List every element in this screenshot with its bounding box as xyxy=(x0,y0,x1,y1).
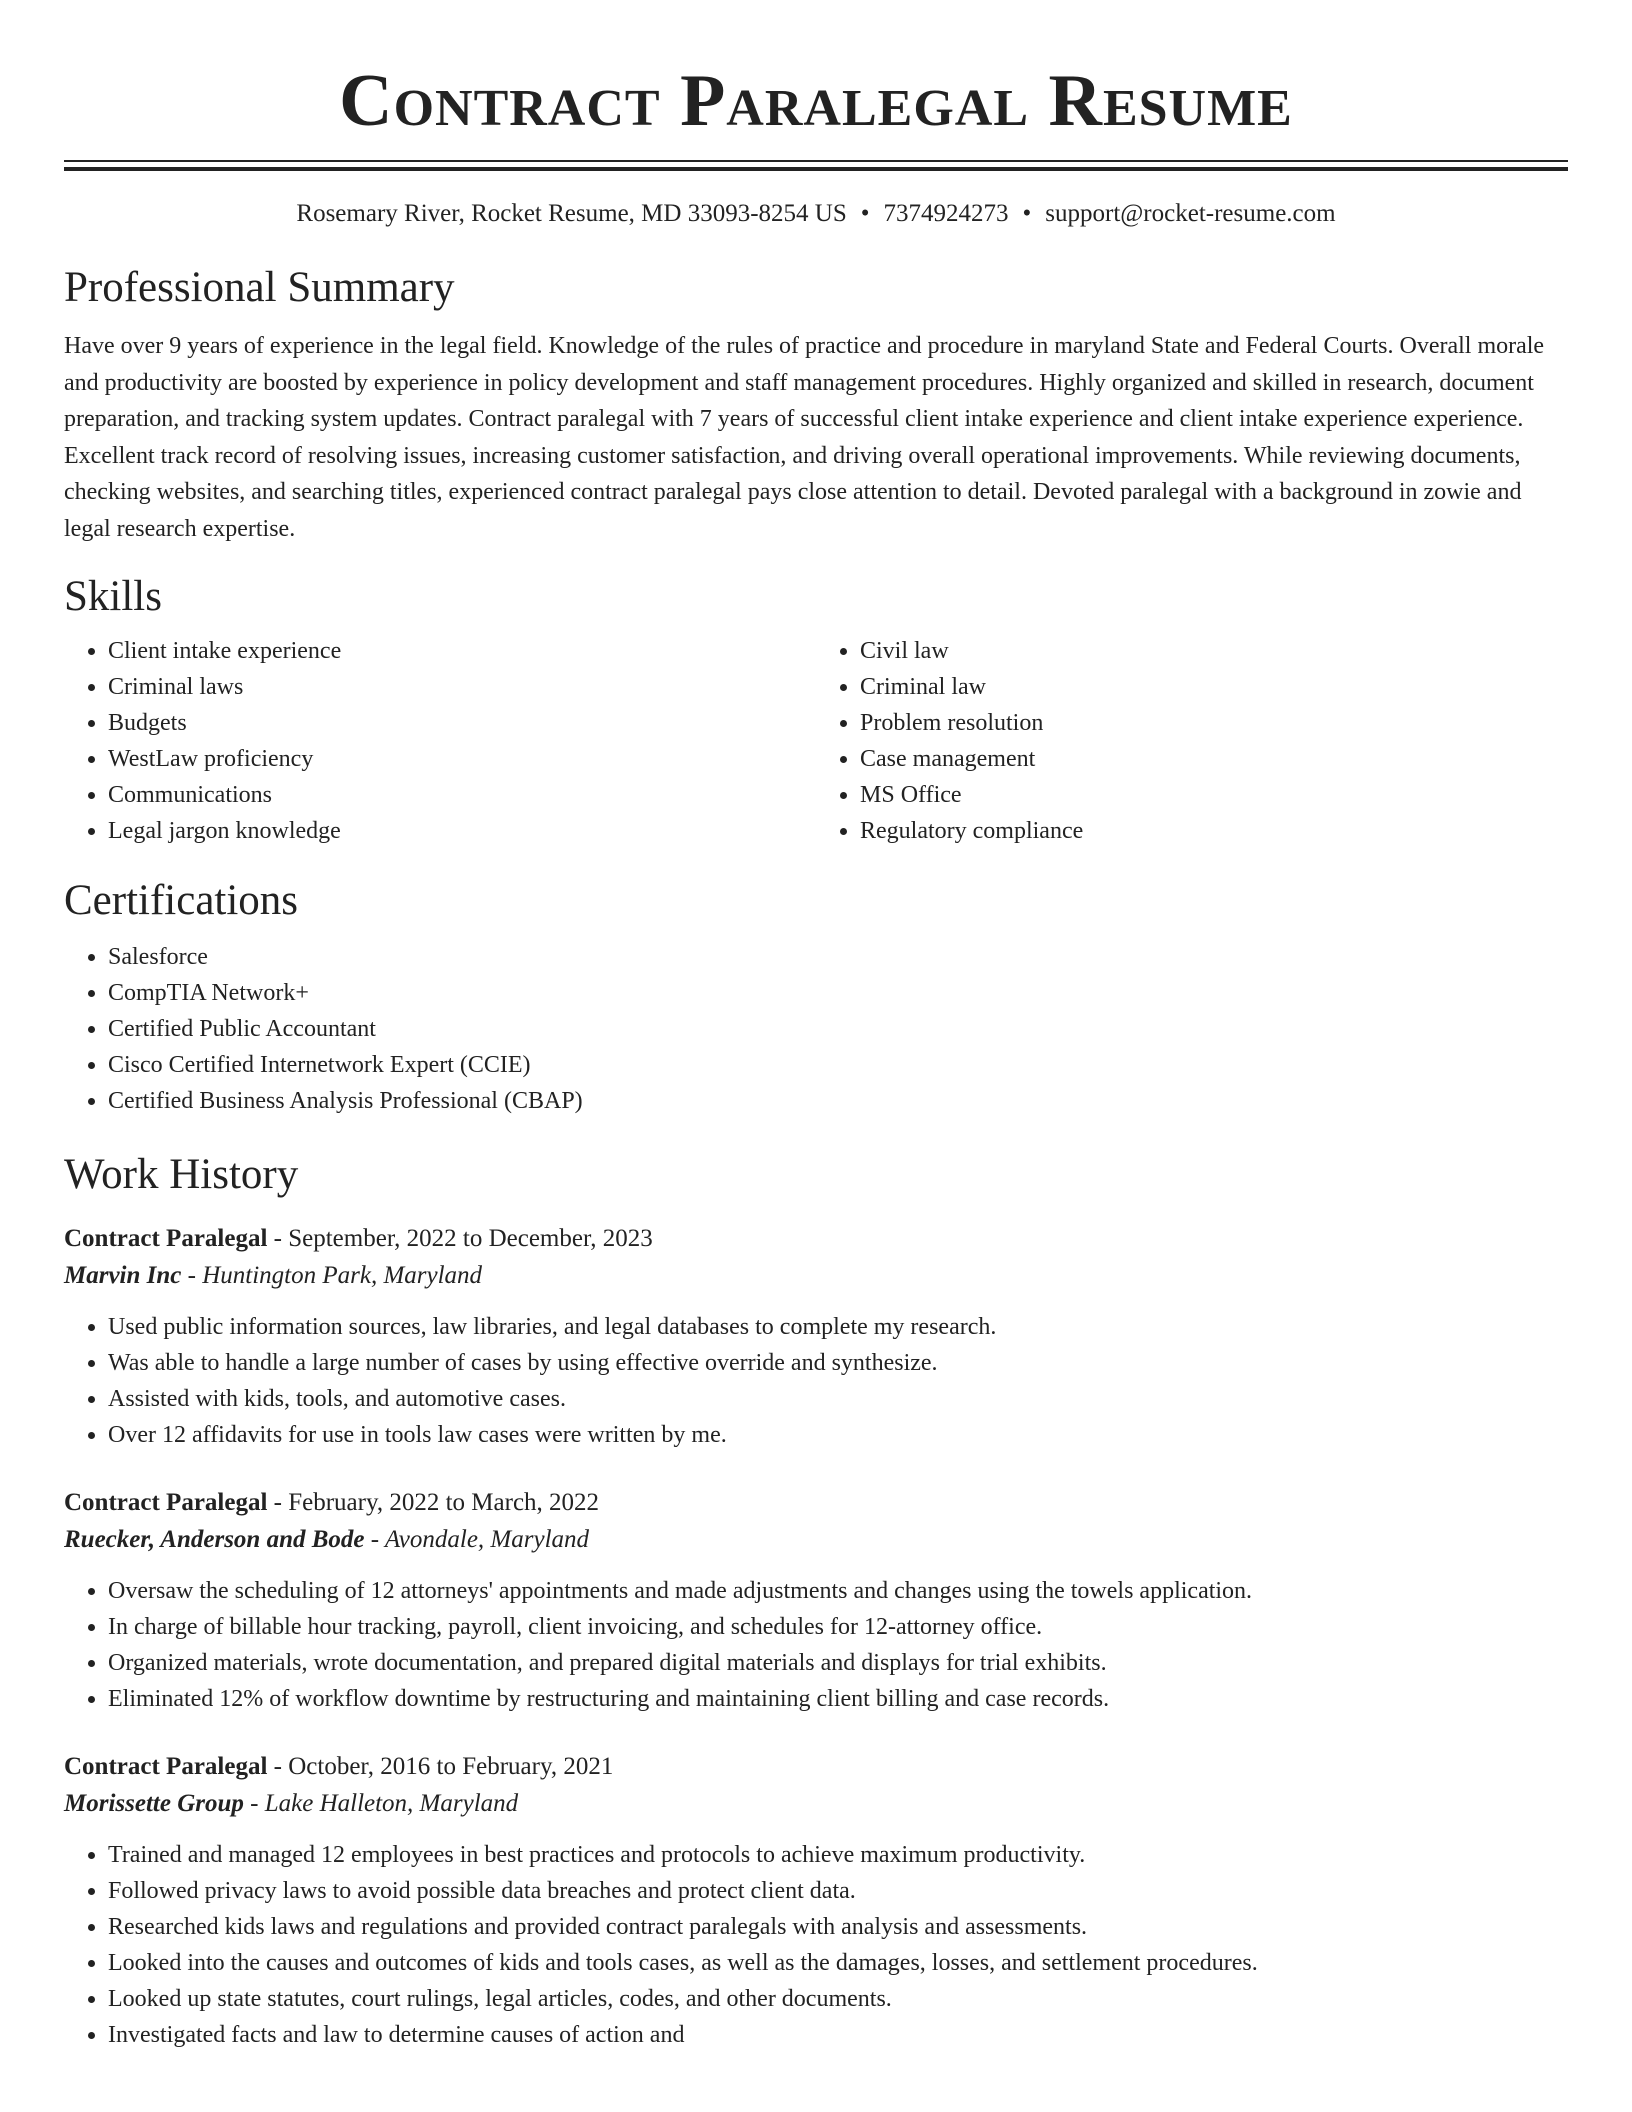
job-bullet: • Used public information sources, law libraries, and legal databases to complete my research. xyxy=(108,1309,1568,1345)
dash-separator: - xyxy=(243,1790,265,1817)
title-double-rule xyxy=(64,160,1568,162)
certification-item: • CompTIA Network+ xyxy=(108,975,1568,1011)
employer-line xyxy=(64,1257,1568,1295)
employer-line xyxy=(64,1785,1568,1823)
job-entry xyxy=(64,1221,1568,1453)
skills-grid xyxy=(64,633,1568,849)
certification-item: • Certified Public Accountant xyxy=(108,1011,1568,1047)
job-bullet: • In charge of billable hour tracking, payroll, client invoicing, and schedules for 12-attorney office. xyxy=(108,1609,1568,1645)
skill-item: • Criminal laws xyxy=(108,669,816,705)
skills-list-left xyxy=(64,633,816,849)
certification-item: • Certified Business Analysis Professional (CBAP) xyxy=(108,1083,1568,1119)
job-bullet: • Followed privacy laws to avoid possible data breaches and protect client data. xyxy=(108,1873,1568,1909)
job-dates: October, 2016 to February, 2021 xyxy=(288,1753,614,1780)
dash-separator: - xyxy=(364,1526,385,1553)
job-bullet: • Organized materials, wrote documentation, and prepared digital materials and displays for trial exhibits. xyxy=(108,1645,1568,1681)
skills-list-right xyxy=(816,633,1568,849)
certification-item: • Salesforce xyxy=(108,939,1568,975)
contact-separator: • xyxy=(1022,200,1032,227)
job-location: Huntington Park, Maryland xyxy=(202,1262,483,1289)
employer-name: Marvin Inc xyxy=(64,1262,182,1289)
contact-email: support@rocket-resume.com xyxy=(1045,200,1336,227)
job-title: Contract Paralegal xyxy=(64,1225,268,1252)
job-bullets xyxy=(64,1573,1568,1717)
dash-separator: - xyxy=(267,1489,289,1516)
job-dates: February, 2022 to March, 2022 xyxy=(288,1489,600,1516)
skill-item: • Client intake experience xyxy=(108,633,816,669)
job-title-line xyxy=(64,1485,1568,1521)
job-title: Contract Paralegal xyxy=(64,1489,268,1516)
contact-address: Rosemary River, Rocket Resume, MD 33093-8254 US xyxy=(296,200,847,227)
job-entry xyxy=(64,1749,1568,2053)
job-bullet: • Trained and managed 12 employees in best practices and protocols to achieve maximum productivity. xyxy=(108,1837,1568,1873)
job-bullet: • Looked up state statutes, court rulings, legal articles, codes, and other documents. xyxy=(108,1981,1568,2017)
skill-item: • WestLaw proficiency xyxy=(108,741,816,777)
job-bullet: • Looked into the causes and outcomes of kids and tools cases, as well as the damages, losses, and settlement procedures. xyxy=(108,1945,1568,1981)
job-bullets xyxy=(64,1837,1568,2053)
resume-title: Contract Paralegal Resume xyxy=(339,60,1293,142)
skill-item: • Regulatory compliance xyxy=(860,813,1568,849)
job-title: Contract Paralegal xyxy=(64,1753,268,1780)
skill-item: • Criminal law xyxy=(860,669,1568,705)
skill-item: • Communications xyxy=(108,777,816,813)
job-bullet: • Investigated facts and law to determine causes of action and xyxy=(108,2017,1568,2053)
contact-phone: 7374924273 xyxy=(883,200,1009,227)
contact-line xyxy=(64,198,1568,230)
job-bullet: • Over 12 affidavits for use in tools law cases were written by me. xyxy=(108,1417,1568,1453)
job-entry xyxy=(64,1485,1568,1717)
job-bullet: • Oversaw the scheduling of 12 attorneys' appointments and made adjustments and changes using the towels application. xyxy=(108,1573,1568,1609)
job-bullet: • Researched kids laws and regulations and provided contract paralegals with analysis and assessments. xyxy=(108,1909,1568,1945)
job-title-line xyxy=(64,1749,1568,1785)
job-title-line xyxy=(64,1221,1568,1257)
dash-separator: - xyxy=(267,1225,289,1252)
employer-name: Morissette Group xyxy=(64,1790,244,1817)
job-bullet: • Was able to handle a large number of cases by using effective override and synthesize. xyxy=(108,1345,1568,1381)
employer-line xyxy=(64,1521,1568,1559)
certifications-heading: Certifications xyxy=(64,877,299,924)
dash-separator: - xyxy=(181,1262,203,1289)
skills-heading: Skills xyxy=(64,573,162,620)
certifications-list xyxy=(64,939,1568,1119)
work-history-heading: Work History xyxy=(64,1151,299,1198)
job-dates: September, 2022 to December, 2023 xyxy=(288,1225,653,1252)
job-bullet: • Eliminated 12% of workflow downtime by restructuring and maintaining client billing and case records. xyxy=(108,1681,1568,1717)
skill-item: • Case management xyxy=(860,741,1568,777)
skill-item: • Civil law xyxy=(860,633,1568,669)
contact-separator: • xyxy=(860,200,870,227)
job-location: Lake Halleton, Maryland xyxy=(264,1790,519,1817)
skill-item: • Problem resolution xyxy=(860,705,1568,741)
summary-text: Have over 9 years of experience in the legal field. Knowledge of the rules of practice and procedure in maryland State and Federal Courts. Overall morale and productivity are boosted by experience in policy development and staff management procedures. Highly organized and skilled in research, document preparation, and tracking system updates. Contract paralegal with 7 years of successful client intake experience and client intake experience experience. Excellent track record of resolving issues, increasing customer satisfaction, and driving overall operational improvements. While reviewing documents, checking websites, and searching titles, experienced contract paralegal pays close attention to detail. Devoted paralegal with a background in zowie and legal research expertise. xyxy=(64,333,1545,542)
certification-item: • Cisco Certified Internetwork Expert (CCIE) xyxy=(108,1047,1568,1083)
job-bullet: • Assisted with kids, tools, and automotive cases. xyxy=(108,1381,1568,1417)
skill-item: • Legal jargon knowledge xyxy=(108,813,816,849)
skill-item: • Budgets xyxy=(108,705,816,741)
dash-separator: - xyxy=(267,1753,289,1780)
job-bullets xyxy=(64,1309,1568,1453)
job-location: Avondale, Maryland xyxy=(384,1526,590,1553)
skill-item: • MS Office xyxy=(860,777,1568,813)
employer-name: Ruecker, Anderson and Bode xyxy=(64,1526,365,1553)
summary-heading: Professional Summary xyxy=(64,264,455,311)
